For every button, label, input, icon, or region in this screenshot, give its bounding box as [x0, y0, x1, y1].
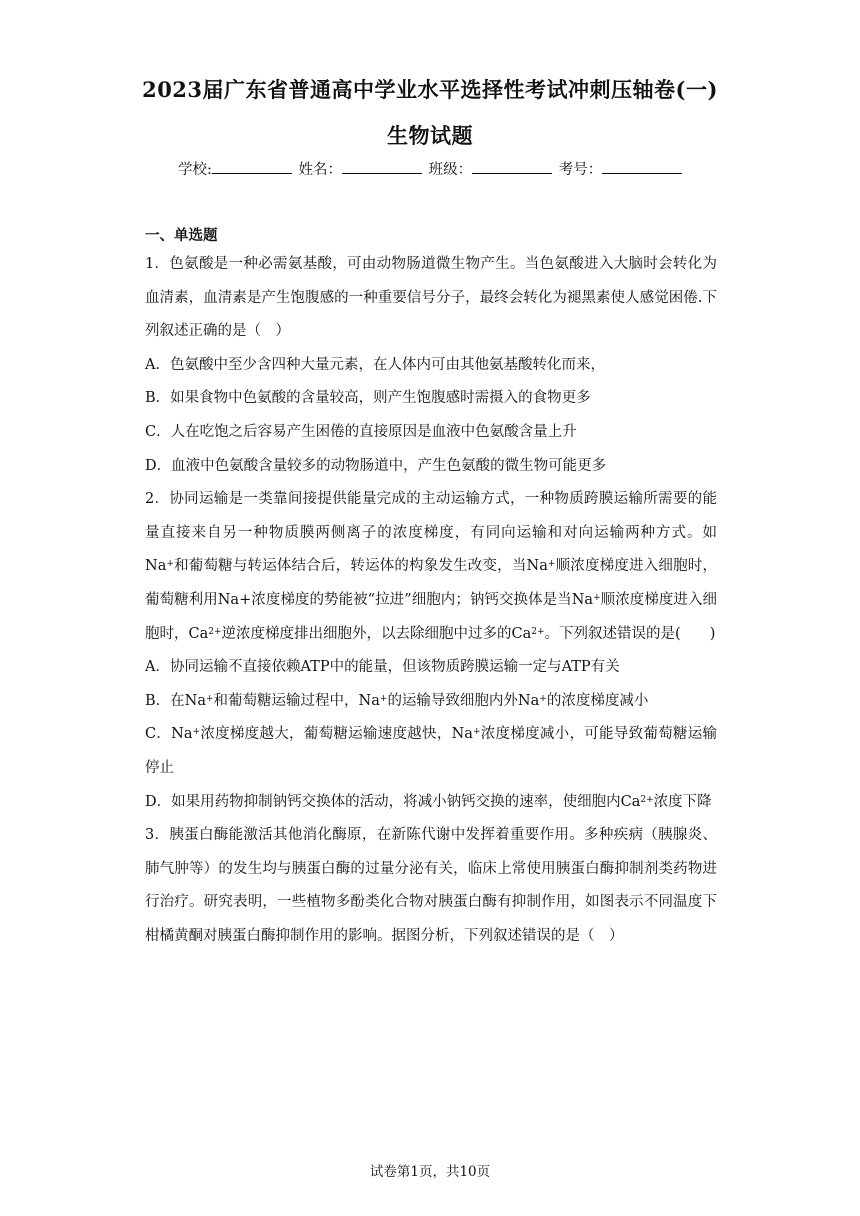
exam-number-blank[interactable] [602, 159, 682, 174]
question-2-option-a: A．协同运输不直接依赖ATP中的能量，但该物质跨膜运输一定与ATP有关 [145, 659, 620, 676]
question-2-option-b: B．在Na+和葡萄糖运输过程中，Na+的运输导致细胞内外Na+的浓度梯度减小 [145, 692, 649, 709]
name-blank[interactable] [342, 159, 422, 174]
exam-subtitle: 生物试题 [387, 123, 473, 148]
question-2-stem: 2．协同运输是一类靠间接提供能量完成的主动运输方式，一种物质跨膜运输所需要的能量直接来自另一种物质膜两侧离子的浓度梯度，有同向运输和对向运输两种方式。如Na+和葡萄糖与转运体结合后，转运体的构象发生改变，当Na+顺浓度梯度进入细胞时，葡萄糖利用Na+浓度梯度的势能被“拉进”细胞内；钠钙交换体是当Na+顺浓度梯度进入细胞时，$Ca^{2+}$逆浓度梯度排出细胞外，以去除细胞中过多的$Ca^{2+}$。下列叙述错误的是( ) [145, 491, 718, 642]
school-label: 学校: [178, 162, 212, 178]
question-1-option-a: A．色氨酸中至少含四种大量元素，在人体内可由其他氨基酸转化而来， [145, 356, 605, 373]
question-3-stem: 3．胰蛋白酶能激活其他消化酶原，在新陈代谢中发挥着重要作用。多种疾病（胰腺炎、肺气肿等）的发生均与胰蛋白酶的过量分泌有关，临床上常使用胰蛋白酶抑制剂类药物进行治疗。研究表明，一些植物多酚类化合物对胰蛋白酶有抑制作用，如图表示不同温度下柑橘黄酮对胰蛋白酶抑制作用的影响。据图分析，下列叙述错误的是（ ） [145, 827, 717, 944]
exam-title: 2023届广东省普通高中学业水平选择性考试冲刺压轴卷(一) [142, 77, 718, 102]
question-1-option-c: C．人在吃饱之后容易产生困倦的直接原因是血液中色氨酸含量上升 [145, 423, 577, 440]
class-label: 班级： [428, 162, 473, 178]
question-2-option-d: D．如果用药物抑制钠钙交换体的活动，将减小钠钙交换的速率，使细胞内$Ca^{2+}$浓度下降 [145, 793, 712, 810]
section-title: 一、单选题 [145, 227, 218, 244]
school-blank[interactable] [212, 159, 292, 174]
question-1-option-d: D．血液中色氨酸含量较多的动物肠道中，产生色氨酸的微生物可能更多 [145, 457, 607, 474]
questions [145, 248, 717, 953]
name-label: 姓名： [298, 162, 342, 178]
page-footer: 试卷第1页，共10页 [369, 1164, 491, 1180]
question-1-option-b: B．如果食物中色氨酸的含量较高，则产生饱腹感时需摄入的食物更多 [145, 390, 591, 407]
question-2-option-c: C．Na+浓度梯度越大，葡萄糖运输速度越快，Na+浓度梯度减小，可能导致葡萄糖运输停止 [145, 726, 717, 776]
student-info-line [178, 158, 684, 179]
exam-number-label: 考号： [558, 162, 603, 178]
question-1-stem: 1．色氨酸是一种必需氨基酸，可由动物肠道微生物产生。当色氨酸进入大脑时会转化为血清素，血清素是产生饱腹感的一种重要信号分子，最终会转化为褪黑素使人感觉困倦.下列叙述正确的是（ ） [145, 256, 717, 340]
class-blank[interactable] [472, 159, 552, 174]
